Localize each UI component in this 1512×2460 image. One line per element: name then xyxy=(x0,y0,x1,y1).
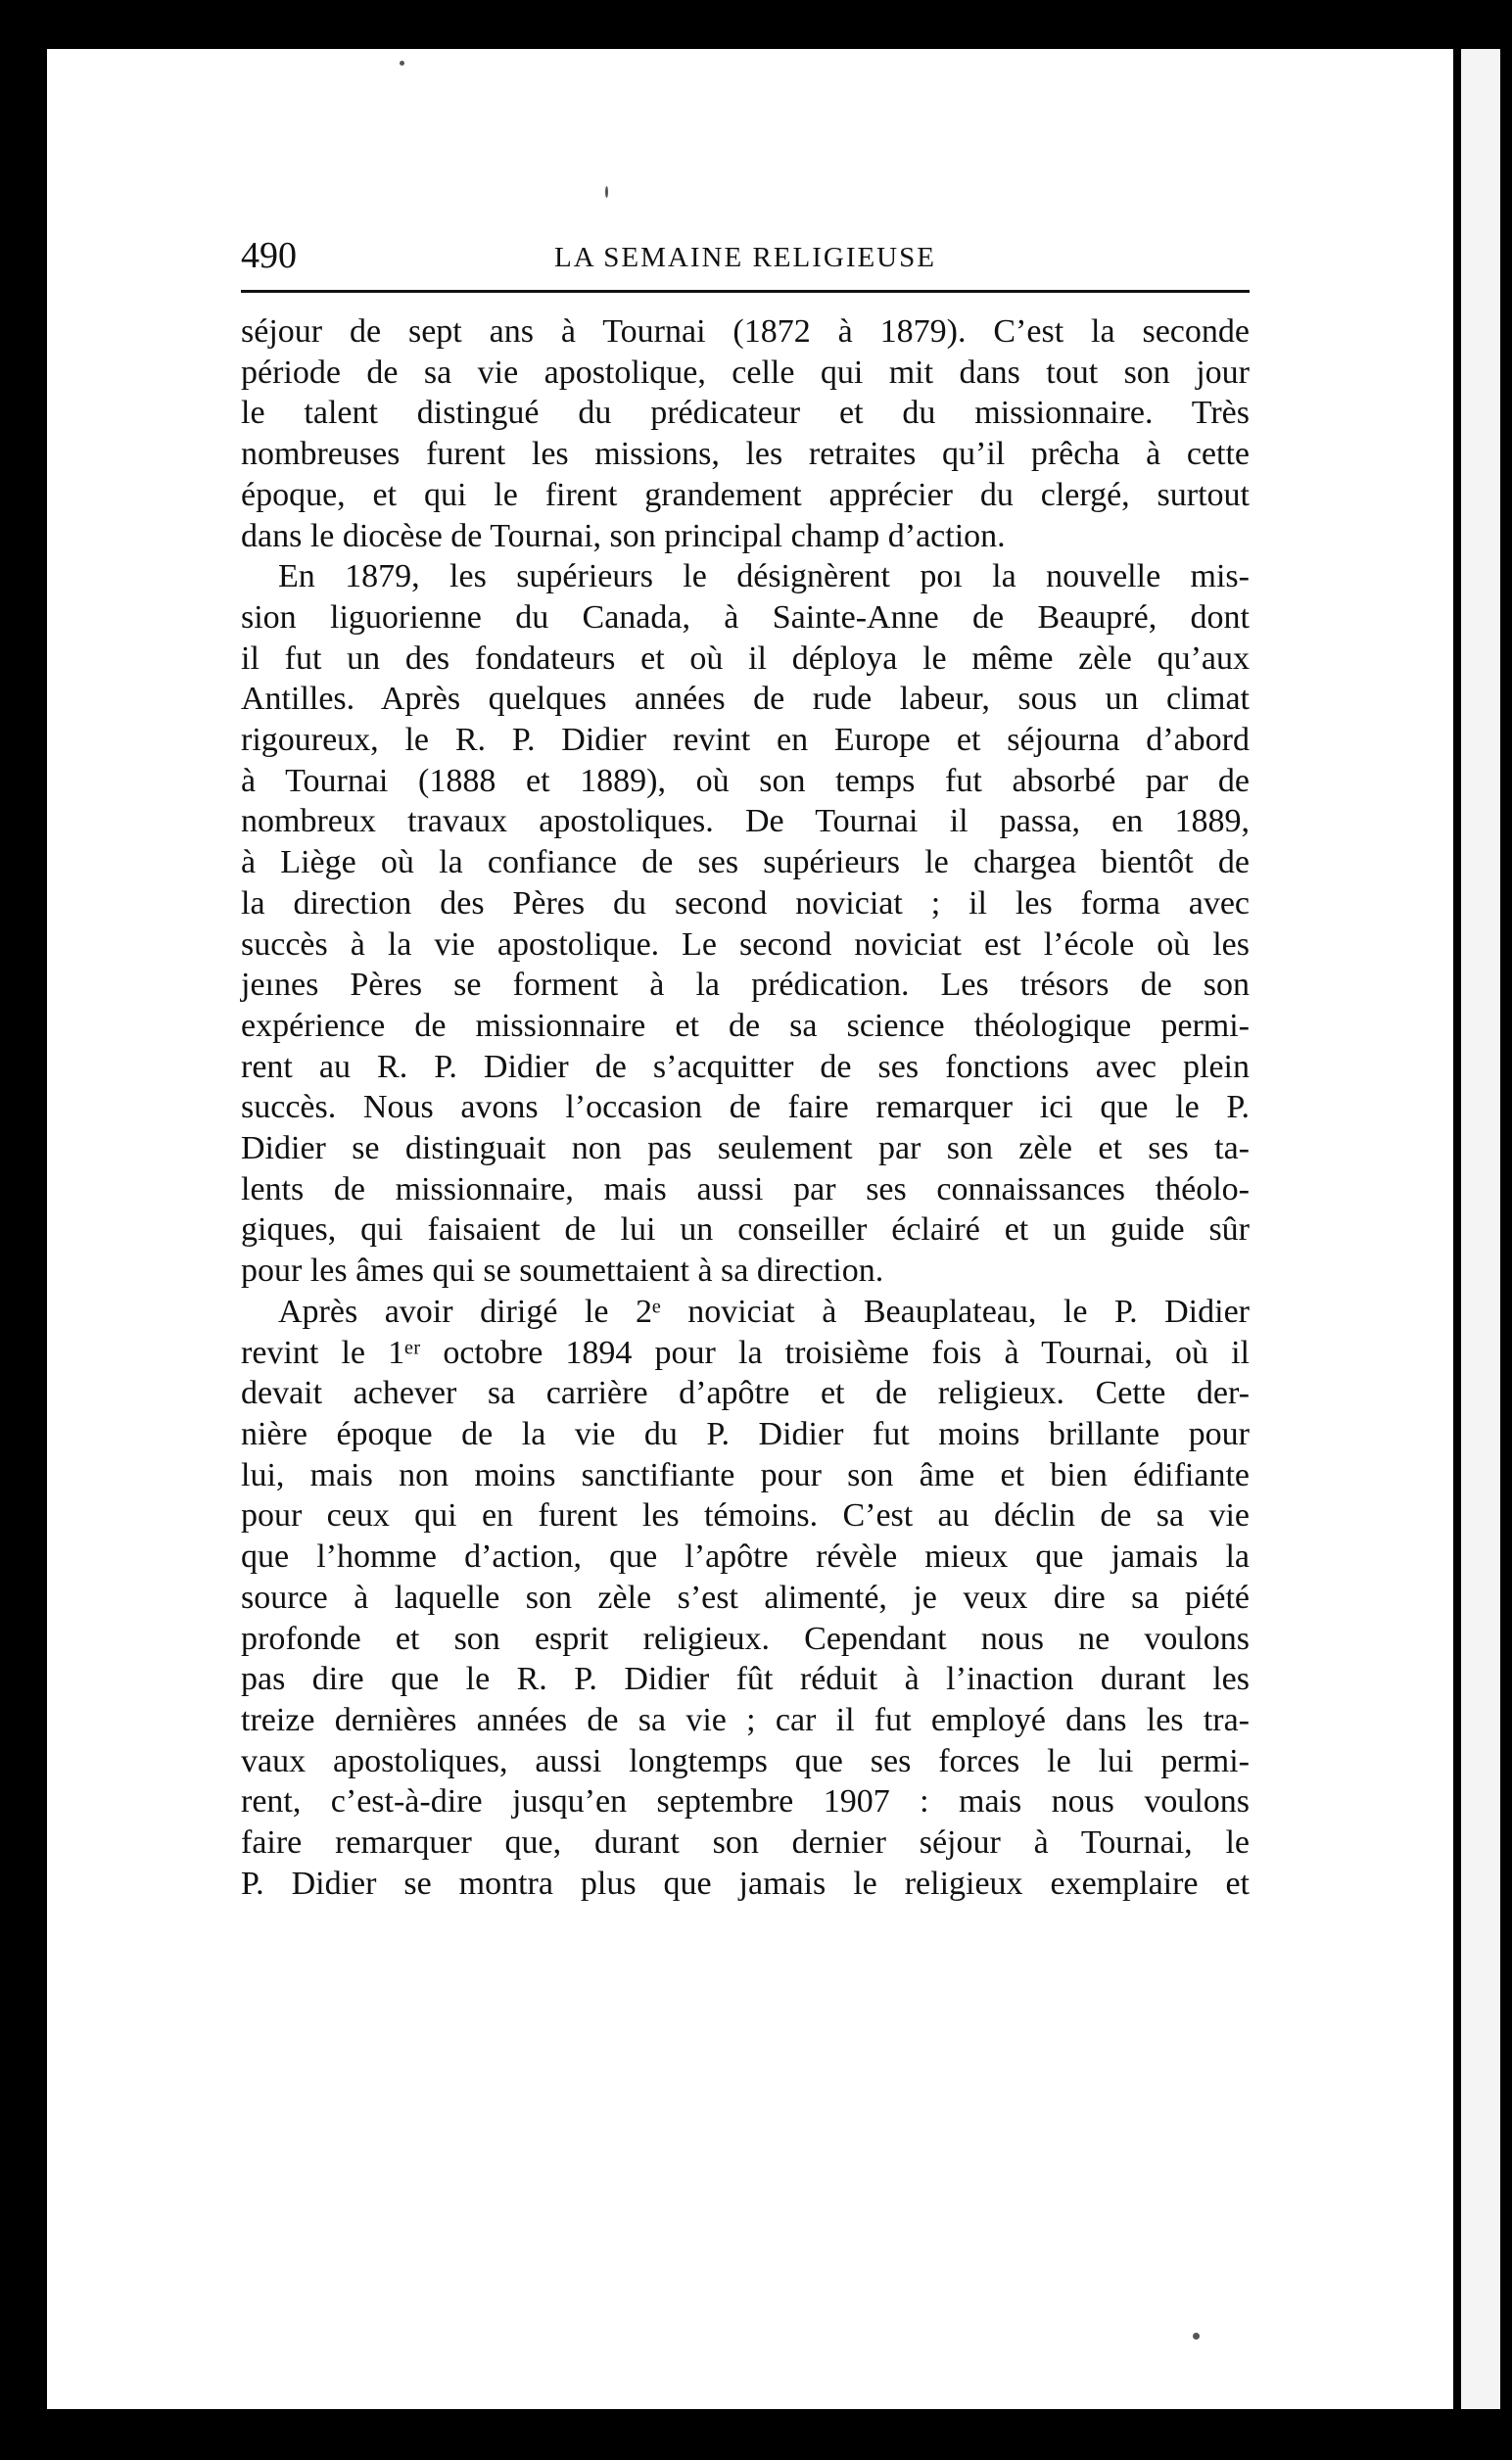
text-line: source à laquelle son zèle s’est alimenté, je veux dire sa piété xyxy=(241,1579,1250,1616)
text-line: succès à la vie apostolique. Le second noviciat est l’école où les xyxy=(241,925,1250,963)
scan-speck xyxy=(605,186,608,198)
text-line: devait achever sa carrière d’apôtre et de religieux. Cette der- xyxy=(241,1375,1250,1412)
scan-speck xyxy=(1193,2333,1200,2340)
text-line: P. Didier se montra plus que jamais le religieux exemplaire et xyxy=(241,1865,1250,1902)
text-line: expérience de missionnaire et de sa science théologique permi- xyxy=(241,1007,1250,1044)
text-line: pour les âmes qui se soumettaient à sa direction. xyxy=(241,1253,884,1290)
text-line: dans le diocèse de Tournai, son principal champ d’action. xyxy=(241,517,1006,554)
paragraph xyxy=(241,556,1250,1292)
text-line: En 1879, les supérieurs le désignèrent poı la nouvelle mis- xyxy=(278,558,1250,595)
text-line: nombreuses furent les missions, les retraites qu’il prêcha à cette xyxy=(241,436,1250,473)
page-number: 490 xyxy=(241,235,297,276)
text-line: période de sa vie apostolique, celle qui mit dans tout son jour xyxy=(241,354,1250,391)
header-rule xyxy=(241,290,1250,293)
text-line: Après avoir dirigé le 2ᵉ noviciat à Beauplateau, le P. Didier xyxy=(278,1293,1250,1330)
text-line: giques, qui faisaient de lui un conseiller éclairé et un guide sûr xyxy=(241,1211,1250,1249)
text-line: lui, mais non moins sanctifiante pour son âme et bien édifiante xyxy=(241,1456,1250,1493)
text-line: Antilles. Après quelques années de rude labeur, sous un climat xyxy=(241,681,1250,718)
paragraph xyxy=(241,1292,1250,1905)
text-line: vaux apostoliques, aussi longtemps que ses forces le lui permi- xyxy=(241,1742,1250,1779)
text-line: il fut un des fondateurs et où il déploya le même zèle qu’aux xyxy=(241,639,1250,677)
text-line: faire remarquer que, durant son dernier séjour à Tournai, le xyxy=(241,1824,1250,1862)
text-line: rigoureux, le R. P. Didier revint en Europe et séjourna d’abord xyxy=(241,722,1250,759)
text-line: sion liguorienne du Canada, à Sainte-Anne de Beaupré, dont xyxy=(241,598,1250,636)
text-line: succès. Nous avons l’occasion de faire remarquer ici que le P. xyxy=(241,1089,1250,1126)
text-line: à Tournai (1888 et 1889), où son temps fut absorbé par de xyxy=(241,762,1250,799)
adjacent-page-edge xyxy=(1461,49,1500,2409)
text-line: revint le 1ᵉʳ octobre 1894 pour la troisième fois à Tournai, où il xyxy=(241,1334,1250,1371)
paragraph xyxy=(241,311,1250,556)
text-line: que l’homme d’action, que l’apôtre révèle mieux que jamais la xyxy=(241,1538,1250,1576)
text-line: rent, c’est-à-dire jusqu’en septembre 1907 : mais nous voulons xyxy=(241,1783,1250,1821)
text-line: rent au R. P. Didier de s’acquitter de ses fonctions avec plein xyxy=(241,1048,1250,1085)
text-line: nombreux travaux apostoliques. De Tournai il passa, en 1889, xyxy=(241,803,1250,840)
text-line: la direction des Pères du second noviciat ; il les forma avec xyxy=(241,884,1250,922)
text-line: le talent distingué du prédicateur et du missionnaire. Très xyxy=(241,395,1250,432)
text-line: nière époque de la vie du P. Didier fut moins brillante pour xyxy=(241,1415,1250,1452)
body-text xyxy=(241,311,1250,1904)
text-line: Didier se distinguait non pas seulement par son zèle et ses ta- xyxy=(241,1130,1250,1167)
text-line: pas dire que le R. P. Didier fût réduit à l’inaction durant les xyxy=(241,1661,1250,1698)
text-line: treize dernières années de sa vie ; car il fut employé dans les tra- xyxy=(241,1701,1250,1738)
page-header xyxy=(241,231,1250,280)
text-line: séjour de sept ans à Tournai (1872 à 1879). C’est la seconde xyxy=(241,313,1250,350)
text-line: lents de missionnaire, mais aussi par ses connaissances théolo- xyxy=(241,1170,1250,1207)
text-line: jeınes Pères se forment à la prédication. Les trésors de son xyxy=(241,967,1250,1004)
scan-speck xyxy=(400,61,404,66)
text-line: à Liège où la confiance de ses supérieurs le chargea bientôt de xyxy=(241,844,1250,881)
text-line: profonde et son esprit religieux. Cependant nous ne voulons xyxy=(241,1620,1250,1657)
text-line: époque, et qui le firent grandement apprécier du clergé, surtout xyxy=(241,476,1250,513)
running-title: LA SEMAINE RELIGIEUSE xyxy=(554,242,936,273)
text-line: pour ceux qui en furent les témoins. C’est au déclin de sa vie xyxy=(241,1497,1250,1535)
